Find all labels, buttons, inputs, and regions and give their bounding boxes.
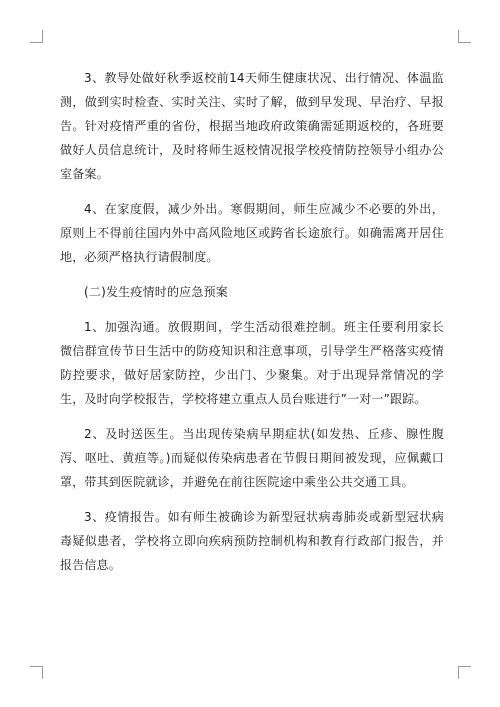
crop-mark-bottom-right — [458, 666, 471, 679]
crop-mark-top-right — [458, 30, 471, 43]
paragraph-strengthen-communication: 1、加强沟通。放假期间，学生活动很难控制。班主任要利用家长微信群宣传节日生活中的防疫知识和注意事项，引导学生严格落实疫情防控要求，做好居家防控，少出门、少聚集。对于出现异常情况的学生，及时向学校报告，学校将建立重点人员台账进行”一对一”跟踪。 — [60, 320, 444, 406]
paragraph-reduce-travel: 4、在家度假，减少外出。寒假期间，师生应减少不必要的外出，原则上不得前往国内外中高风险地区或跨省长途旅行。如确需离开居住地，必须严格执行请假制度。 — [60, 202, 444, 264]
crop-mark-top-left — [30, 30, 43, 43]
crop-mark-bottom-left — [30, 666, 43, 679]
paragraph-epidemic-report: 3、疫情报告。如有师生被确诊为新型冠状病毒肺炎或新型冠状病毒疑似患者，学校将立即向疾病预防控制机构和教育行政部门报告，并报告信息。 — [60, 510, 444, 572]
document-body — [60, 66, 444, 588]
paragraph-send-to-doctor: 2、及时送医生。当出现传染病早期症状(如发热、丘疹、腺性腹泻、呕吐、黄疸等。)而疑似传染病患者在节假日期间被发现，应佩戴口罩，带其到医院就诊，并避免在前往医院途中乘坐公共交通工具。 — [60, 427, 444, 489]
paragraph-teaching-office-health-check: 3、教导处做好秋季返校前14天师生健康状况、出行情况、体温监测，做到实时检查、实时关注、实时了解，做到早发现、早治疗、早报告。针对疫情严重的省份，根据当地政府政策确需延期返校的，各班要做好人员信息统计，及时将师生返校情况报学校疫情防控领导小组办公室备案。 — [60, 71, 444, 181]
section-heading-emergency-plan: (二)发生疫情时的应急预案 — [84, 285, 228, 299]
